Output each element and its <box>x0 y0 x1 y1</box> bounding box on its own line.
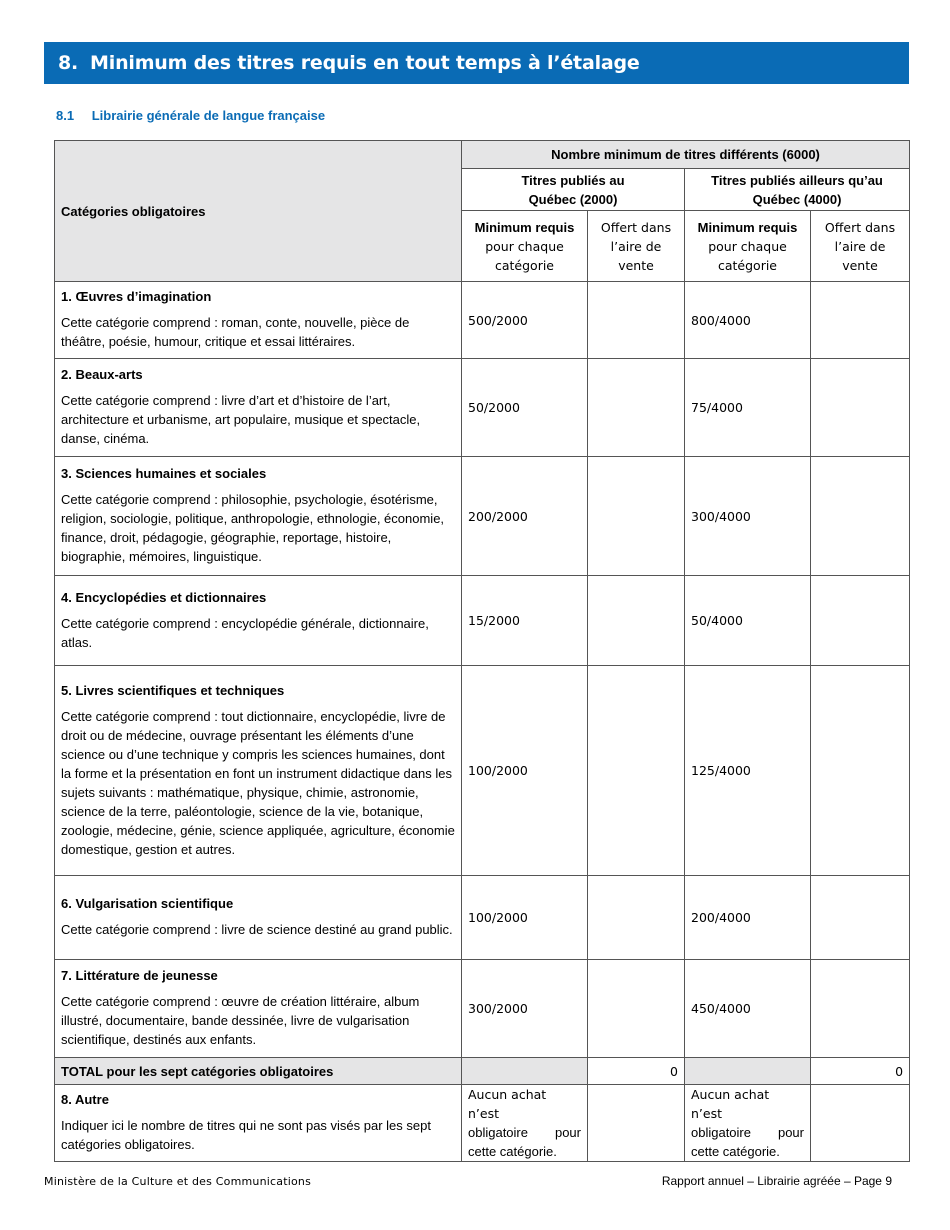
category-description: Cette catégorie comprend : œuvre de création littéraire, album illustré, documentaire, bande dessinée, livre de vulgarisation scientifique, destinés aux enfants. <box>61 994 420 1047</box>
subsection-title: Librairie générale de langue française <box>91 108 326 123</box>
footer-page-info: Rapport annuel – Librairie agréée – Page 9 <box>661 1174 892 1188</box>
category-cell <box>55 359 462 457</box>
elsewhere-min-value: 75/4000 <box>685 359 811 457</box>
elsewhere-min-value: 200/4000 <box>685 876 811 960</box>
categories-header: Catégories obligatoires <box>55 141 462 282</box>
quebec-min-header: Minimum requis pour chaque catégorie <box>462 211 588 282</box>
quebec-other-offered-input[interactable] <box>588 1085 685 1162</box>
table-row <box>55 282 910 359</box>
quebec-offered-input[interactable] <box>588 666 685 876</box>
table-row <box>55 576 910 666</box>
quebec-offered-input[interactable] <box>588 960 685 1058</box>
quebec-offered-input[interactable] <box>588 576 685 666</box>
category-title: 1. Œuvres d’imagination <box>61 289 212 304</box>
elsewhere-header-line1: Titres publiés ailleurs qu’au <box>711 172 883 188</box>
quebec-other-note: Aucun achat n’est obligatoire pour cette catégorie. <box>462 1085 588 1162</box>
table-row <box>55 457 910 576</box>
elsewhere-min-header: Minimum requis pour chaque catégorie <box>685 211 811 282</box>
category-title: 6. Vulgarisation scientifique <box>61 896 234 911</box>
total-quebec-offered[interactable]: 0 <box>588 1058 685 1085</box>
category-cell <box>55 282 462 359</box>
elsewhere-offered-header: Offert dans l’aire de vente <box>811 211 910 282</box>
quebec-min-value: 200/2000 <box>462 457 588 576</box>
elsewhere-min-value: 50/4000 <box>685 576 811 666</box>
quebec-offered-input[interactable] <box>588 876 685 960</box>
total-elsewhere-min <box>685 1058 811 1085</box>
quebec-min-value: 100/2000 <box>462 666 588 876</box>
subsection-heading <box>56 108 325 123</box>
elsewhere-offered-input[interactable] <box>811 666 910 876</box>
elsewhere-min-value: 125/4000 <box>685 666 811 876</box>
section-title-bar <box>44 42 909 84</box>
quebec-header-line1: Titres publiés au <box>521 172 625 188</box>
elsewhere-min-value: 800/4000 <box>685 282 811 359</box>
table-row <box>55 876 910 960</box>
total-quebec-min <box>462 1058 588 1085</box>
category-title: 3. Sciences humaines et sociales <box>61 466 267 481</box>
category-cell <box>55 1085 462 1162</box>
category-cell <box>55 876 462 960</box>
elsewhere-other-note: Aucun achat n’est obligatoire pour cette catégorie. <box>685 1085 811 1162</box>
category-cell <box>55 666 462 876</box>
table-row <box>55 960 910 1058</box>
category-description: Cette catégorie comprend : roman, conte, nouvelle, pièce de théâtre, poésie, humour, critique et essai littéraires. <box>61 315 410 349</box>
elsewhere-offered-input[interactable] <box>811 359 910 457</box>
category-description: Cette catégorie comprend : livre d’art et d’histoire de l’art, architecture et urbanisme, art populaire, musique et spectacle, danse, cinéma. <box>61 393 421 446</box>
quebec-min-value: 300/2000 <box>462 960 588 1058</box>
category-cell <box>55 576 462 666</box>
quebec-offered-header: Offert dans l’aire de vente <box>588 211 685 282</box>
category-description: Cette catégorie comprend : philosophie, psychologie, ésotérisme, religion, sociologie, politique, anthropologie, ethnologie, économie, finance, droit, pédagogie, géographie, reportage, histoire, biographie, mémoires, linguistique. <box>61 492 445 564</box>
category-title: 8. Autre <box>61 1092 109 1107</box>
elsewhere-offered-input[interactable] <box>811 960 910 1058</box>
category-cell <box>55 457 462 576</box>
elsewhere-other-offered-input[interactable] <box>811 1085 910 1162</box>
category-cell <box>55 960 462 1058</box>
quebec-offered-input[interactable] <box>588 282 685 359</box>
category-description: Indiquer ici le nombre de titres qui ne sont pas visés par les sept catégories obligatoires. <box>61 1118 431 1152</box>
category-description: Cette catégorie comprend : livre de science destiné au grand public. <box>61 922 453 937</box>
category-title: 4. Encyclopédies et dictionnaires <box>61 589 267 605</box>
total-row <box>55 1058 910 1085</box>
table-row <box>55 666 910 876</box>
category-description: Cette catégorie comprend : tout dictionnaire, encyclopédie, livre de droit ou de médecine, ouvrage présentant les éléments d’une science ou d’une technique y compris les sciences humaines, dont la forme et la présentation en font un instrument didactique dans les sujets suivants : mathématique, physique, chimie, astronomie, science de la terre, paléontologie, science de la vie, botanique, zoologie, médecine, génie, science appliquée, agriculture, économie domestique, gestion et autres. <box>61 708 455 857</box>
subsection-number: 8.1 <box>56 108 75 123</box>
elsewhere-offered-input[interactable] <box>811 282 910 359</box>
elsewhere-offered-input[interactable] <box>811 876 910 960</box>
group-header: Nombre minimum de titres différents (6000) <box>462 141 910 169</box>
category-description: Cette catégorie comprend : encyclopédie générale, dictionnaire, atlas. <box>61 615 429 650</box>
elsewhere-min-value: 300/4000 <box>685 457 811 576</box>
elsewhere-header <box>685 169 910 211</box>
quebec-offered-input[interactable] <box>588 457 685 576</box>
quebec-header <box>462 169 685 211</box>
quebec-min-value: 100/2000 <box>462 876 588 960</box>
section-title: Minimum des titres requis en tout temps à l’étalage <box>90 52 640 74</box>
quebec-offered-input[interactable] <box>588 359 685 457</box>
elsewhere-min-value: 450/4000 <box>685 960 811 1058</box>
quebec-min-value: 500/2000 <box>462 282 588 359</box>
category-title: 5. Livres scientifiques et techniques <box>61 682 285 698</box>
category-title: 2. Beaux-arts <box>61 367 143 382</box>
section-number: 8. <box>58 52 79 74</box>
footer-ministry: Ministère de la Culture et des Communications <box>44 1175 311 1188</box>
table-row <box>55 359 910 457</box>
total-elsewhere-offered[interactable]: 0 <box>811 1058 910 1085</box>
category-title: 7. Littérature de jeunesse <box>61 968 218 983</box>
elsewhere-header-line2: Québec (4000) <box>752 191 842 207</box>
quebec-header-line2: Québec (2000) <box>528 191 618 207</box>
quebec-min-value: 15/2000 <box>462 576 588 666</box>
quebec-min-value: 50/2000 <box>462 359 588 457</box>
other-row <box>55 1085 910 1162</box>
elsewhere-offered-input[interactable] <box>811 457 910 576</box>
elsewhere-offered-input[interactable] <box>811 576 910 666</box>
titles-table <box>54 140 910 1162</box>
total-label: TOTAL pour les sept catégories obligatoires <box>55 1058 462 1085</box>
